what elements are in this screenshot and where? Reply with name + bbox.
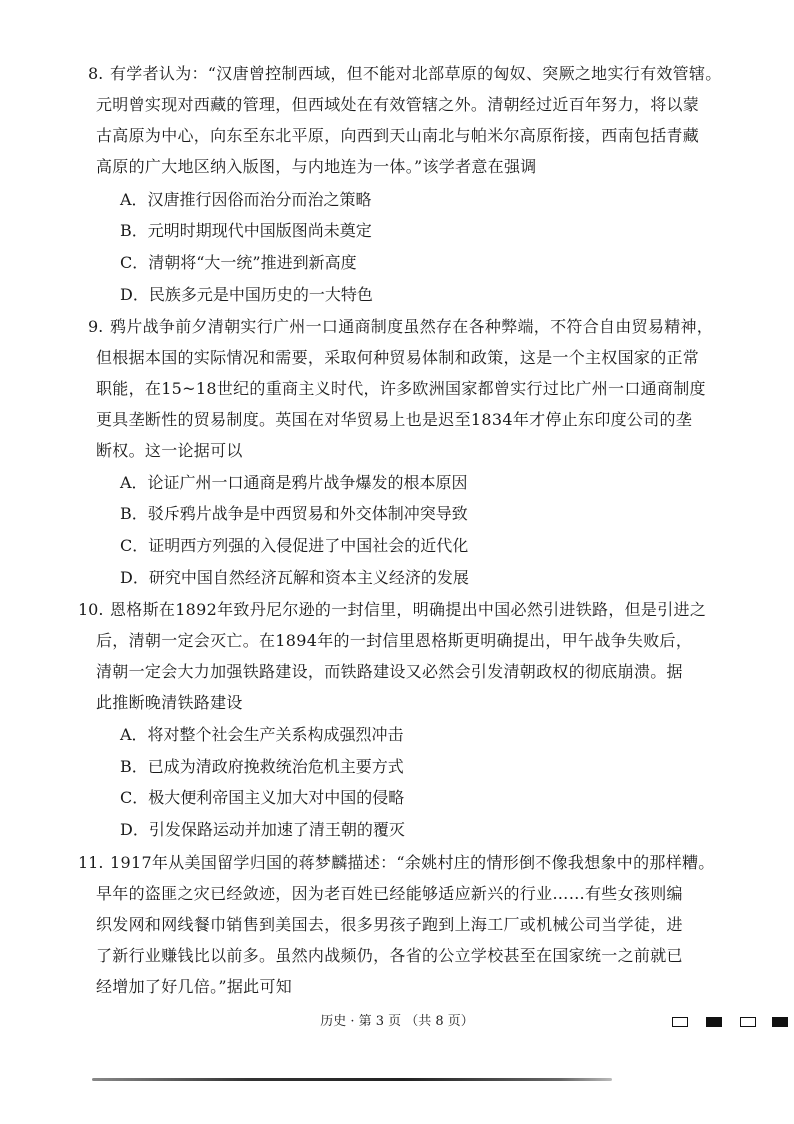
question-number: 10. <box>78 600 104 619</box>
option-c: C．清朝将“大一统”推进到新高度 <box>120 253 357 272</box>
stem-line: 了新行业赚钱比以前多。虽然内战频仍，各省的公立学校甚至在国家统一之前就已 <box>96 946 683 965</box>
question-stem <box>96 847 780 1002</box>
stem-line: 有学者认为：“汉唐曾控制西域，但不能对北部草原的匈奴、突厥之地实行有效管辖。 <box>110 64 722 83</box>
stem-line: 织发网和网线餐巾销售到美国去，很多男孩子跑到上海工厂或机械公司当学徒，进 <box>96 915 683 934</box>
registration-mark <box>706 1017 722 1027</box>
question-9 <box>88 311 780 466</box>
option-d: D．引发保路运动并加速了清王朝的覆灭 <box>120 820 405 839</box>
option-a: A．将对整个社会生产关系构成强烈冲击 <box>120 725 404 744</box>
stem-line: 古高原为中心，向东至东北平原，向西到天山南北与帕米尔高原衔接，西南包括青藏 <box>96 126 700 145</box>
question-stem <box>96 58 780 182</box>
question-number: 8. <box>88 64 104 83</box>
option-c: C．极大便利帝国主义加大对中国的侵略 <box>120 788 405 807</box>
option-b: B．元明时期现代中国版图尚未奠定 <box>120 221 372 240</box>
stem-line: 鸦片战争前夕清朝实行广州一口通商制度虽然存在各种弊端，不符合自由贸易精神， <box>110 317 714 336</box>
registration-mark <box>740 1017 756 1027</box>
stem-line: 清朝一定会大力加强铁路建设，而铁路建设又必然会引发清朝政权的彻底崩溃。据 <box>96 662 683 681</box>
stem-line: 职能，在15~18世纪的重商主义时代，许多欧洲国家都曾实行过比广州一口通商制度 <box>96 379 706 398</box>
stem-line: 更具垄断性的贸易制度。英国在对华贸易上也是迟至1834年才停止东印度公司的垄 <box>96 410 693 429</box>
question-stem <box>96 594 780 718</box>
question-11 <box>78 847 780 1002</box>
stem-line: 此推断晚清铁路建设 <box>96 693 243 712</box>
registration-mark <box>772 1017 788 1027</box>
stem-line: 高原的广大地区纳入版图，与内地连为一体。”该学者意在强调 <box>96 157 537 176</box>
option-c: C．证明西方列强的入侵促进了中国社会的近代化 <box>120 536 469 555</box>
question-10 <box>78 594 780 718</box>
question-number: 9. <box>88 317 104 336</box>
question-8 <box>88 58 780 182</box>
stem-line: 断权。这一论据可以 <box>96 441 243 460</box>
stem-line: 经增加了好几倍。”据此可知 <box>96 977 293 996</box>
scanner-registration-marks <box>672 1017 788 1029</box>
option-d: D．研究中国自然经济瓦解和资本主义经济的发展 <box>120 568 469 587</box>
stem-line: 后，清朝一定会灭亡。在1894年的一封信里恩格斯更明确提出，甲午战争失败后， <box>96 631 693 650</box>
stem-line: 早年的盗匪之灾已经敛迹，因为老百姓已经能够适应新兴的行业……有些女孩则编 <box>96 884 683 903</box>
stem-line: 元明曾实现对西藏的管理，但西域处在有效管辖之外。清朝经过近百年努力，将以蒙 <box>96 95 700 114</box>
stem-line: 但根据本国的实际情况和需要，采取何种贸易体制和政策，这是一个主权国家的正常 <box>96 348 700 367</box>
page-footer-label: 历史 · 第 3 页 （共 8 页） <box>320 1014 474 1029</box>
registration-mark <box>672 1017 688 1027</box>
option-a: A．汉唐推行因俗而治分而治之策略 <box>120 190 372 209</box>
question-stem <box>96 311 780 466</box>
option-a: A．论证广州一口通商是鸦片战争爆发的根本原因 <box>120 473 468 492</box>
stem-line: 恩格斯在1892年致丹尼尔逊的一封信里，明确提出中国必然引进铁路，但是引进之 <box>110 600 707 619</box>
bottom-rule <box>92 1078 612 1081</box>
option-b: B．已成为清政府挽救统治危机主要方式 <box>120 757 404 776</box>
option-d: D．民族多元是中国历史的一大特色 <box>120 285 373 304</box>
option-b: B．驳斥鸦片战争是中西贸易和外交体制冲突导致 <box>120 504 468 523</box>
question-number: 11. <box>78 853 104 872</box>
stem-line: 1917年从美国留学归国的蒋梦麟描述：“余姚村庄的情形倒不像我想象中的那样糟。 <box>110 853 715 872</box>
